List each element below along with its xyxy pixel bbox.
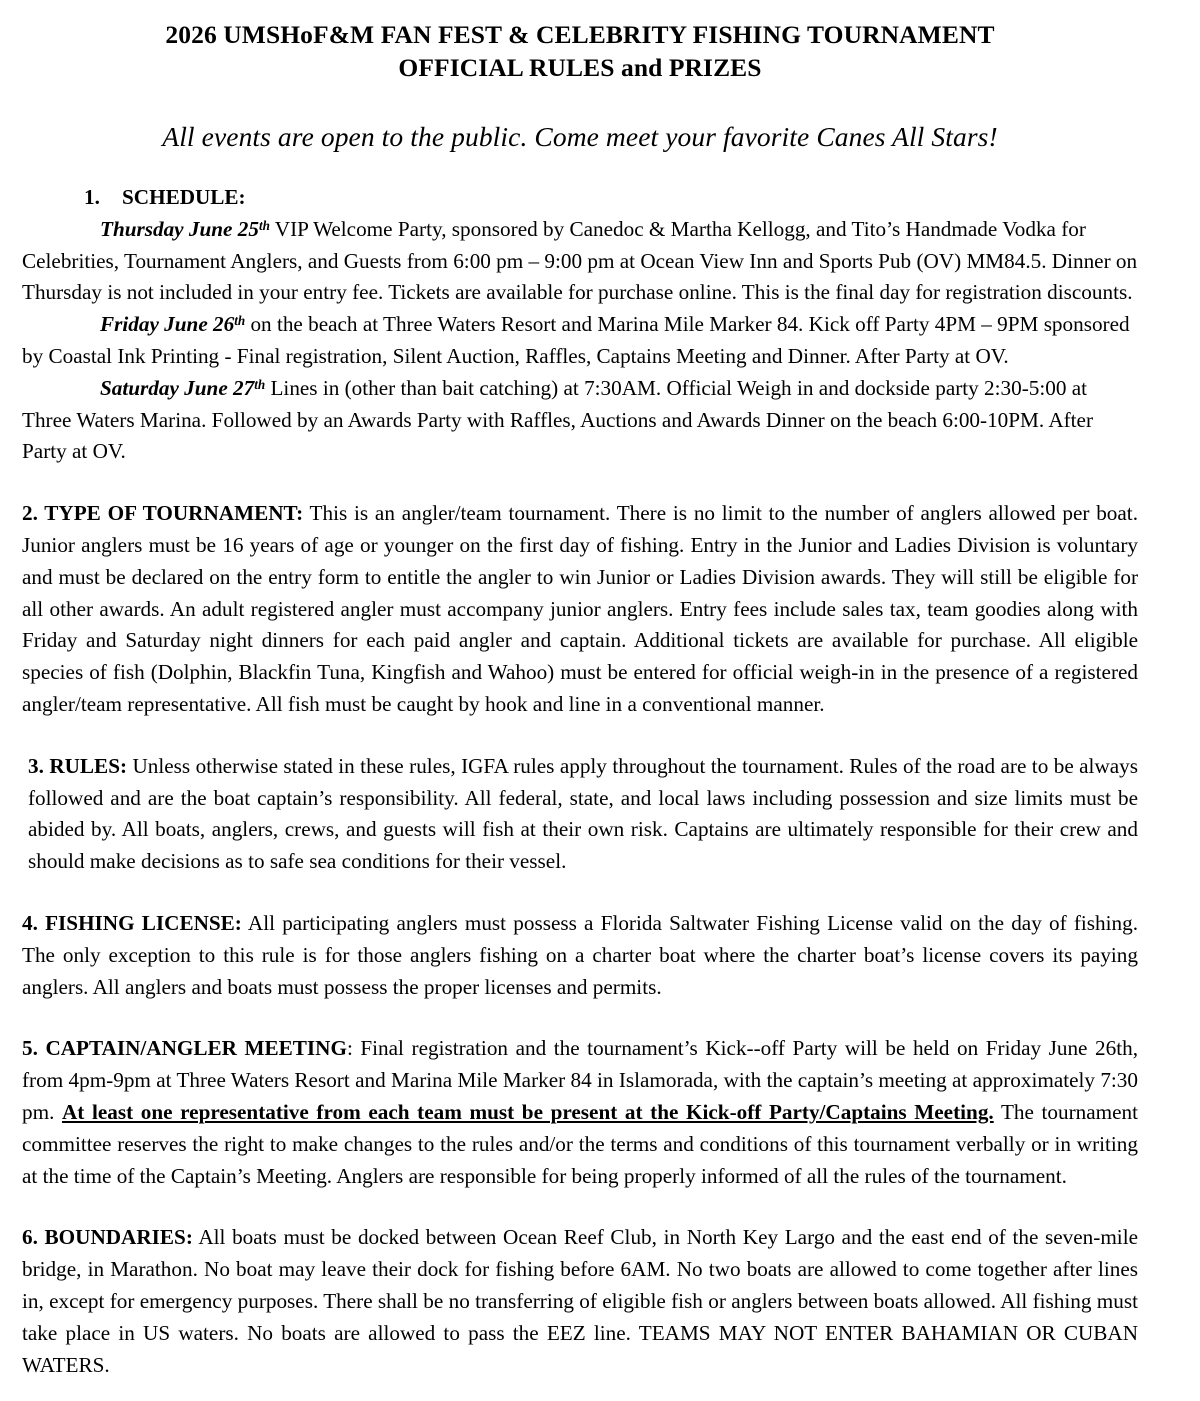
schedule-day-label-thursday (100, 217, 270, 241)
schedule-day-label-saturday (100, 376, 265, 400)
section-captain-angler-meeting (22, 1003, 1138, 1192)
captains-meeting-attendance-requirement: At least one representative from each team must be present at the Kick-off Party/Captains Meeting. (61, 1099, 994, 1124)
schedule-day-text-saturday: Saturday June 27 (100, 375, 255, 400)
schedule-list-number: 1. (84, 185, 100, 209)
schedule-entry-text-saturday: Lines in (other than bait catching) at 7:30AM. Official Weigh in and dockside party 2:30-5:00 at Three Waters Marina. Followed by an Awards Party with Raffles, Auctions and Awards Dinner on the beach 6:00-10PM. After Party at OV. (22, 375, 1094, 464)
schedule-day-ordinal-saturday: th (254, 376, 266, 392)
schedule-day-ordinal-friday: th (234, 313, 246, 329)
schedule-entry-text-thursday: VIP Welcome Party, sponsored by Canedoc & Martha Kellogg, and Tito’s Handmade Vodka for Celebrities, Tournament Anglers, and Guests from 6:00 pm – 9:00 pm at Ocean View Inn and Sports Pub (OV) MM84.5. Dinner on Thursday is not included in your entry fee. Tickets are available for purchase online. This is the final day for registration discounts. (22, 216, 1138, 305)
title-line-primary: 2026 UMSHoF&M FAN FEST & CELEBRITY FISHING TOURNAMENT (165, 20, 995, 49)
schedule-entry-friday (22, 309, 1138, 373)
section-rules-body: Unless otherwise stated in these rules, IGFA rules apply throughout the tournament. Rules of the road are to be always followed and are the boat captain’s responsibility. All federal, state, and local laws including possession and size limits must be abided by. All boats, anglers, crews, and guests will fish at their own risk. Captains are ultimately responsible for their crew and should make decisions as to safe sea conditions for their vessel. (28, 753, 1138, 874)
schedule-day-label-friday (100, 312, 245, 336)
section-rules (22, 721, 1138, 878)
schedule-entry-saturday (22, 373, 1138, 468)
schedule-heading-label: SCHEDULE: (122, 185, 246, 209)
schedule-heading (22, 182, 1138, 214)
section-type-of-tournament-body: This is an angler/team tournament. There is no limit to the number of anglers allowed per boat. Junior anglers must be 16 years of age or younger on the first day of fishing. Entry in the Junior and Ladies Division is voluntary and must be declared on the entry form to entitle the angler to win Junior or Ladies Division awards. They will still be eligible for all other awards. An adult registered angler must accompany junior anglers. Entry fees include sales tax, team goodies along with Friday and Saturday night dinners for each paid angler and captain. Additional tickets are available for purchase. All eligible species of fish (Dolphin, Blackfin Tuna, Kingfish and Wahoo) must be entered for official weigh-in in the presence of a registered angler/team representative. All fish must be caught by hook and line in a conventional manner. (22, 501, 1138, 716)
schedule-entries (22, 214, 1138, 468)
section-fishing-license-body: All participating anglers must possess a Florida Saltwater Fishing License valid on the day of fishing. The only exception to this rule is for those anglers fishing on a charter boat where the charter boat’s license covers its paying anglers. All anglers and boats must possess the proper licenses and permits. (22, 910, 1139, 999)
schedule-entry-thursday (22, 214, 1138, 309)
section-boundaries-body: All boats must be docked between Ocean Reef Club, in North Key Largo and the east end of the seven-mile bridge, in Marathon. No boat may leave their dock for fishing before 6AM. No two boats are allowed to come together after lines in, except for emergency purposes. There shall be no transferring of eligible fish or anglers between boats allowed. All fishing must take place in US waters. No boats are allowed to pass the EEZ line. TEAMS MAY NOT ENTER BAHAMIAN OR CUBAN WATERS. (22, 1225, 1138, 1377)
section-fishing-license-heading: 4. FISHING LICENSE: (22, 910, 242, 935)
section-rules-heading: 3. RULES: (28, 753, 128, 778)
section-captain-angler-meeting-body-before: : Final registration and the tournament’s Kick--off Party will be held on Friday June 26th, from 4pm-9pm at Three Waters Resort and Marina Mile Marker 84 in Islamorada, with the captain’s meeting at approximately 7:30 pm. (22, 1036, 1138, 1124)
section-type-of-tournament (22, 468, 1138, 721)
schedule-entry-text-friday: on the beach at Three Waters Resort and Marina Mile Marker 84. Kick off Party 4PM – 9PM sponsored by Coastal Ink Printing - Final registration, Silent Auction, Raffles, Captains Meeting and Dinner. After Party at OV. (22, 312, 1130, 368)
schedule-day-ordinal-thursday: th (258, 217, 270, 233)
section-type-of-tournament-heading: 2. TYPE OF TOURNAMENT: (22, 501, 304, 526)
section-boundaries (22, 1192, 1138, 1381)
section-fishing-license (22, 878, 1138, 1003)
schedule-day-text-thursday: Thursday June 25 (100, 216, 259, 241)
section-boundaries-heading: 6. BOUNDARIES: (22, 1225, 193, 1250)
page-title (22, 10, 1138, 84)
schedule-day-text-friday: Friday June 26 (100, 312, 235, 337)
page-subtitle: All events are open to the public. Come meet your favorite Canes All Stars! (162, 121, 998, 152)
section-captain-angler-meeting-heading: 5. CAPTAIN/ANGLER MEETING (22, 1036, 347, 1061)
section-schedule (22, 160, 1138, 468)
title-line-secondary: OFFICIAL RULES and PRIZES (398, 53, 762, 82)
section-captain-angler-meeting-body-after: The tournament committee reserves the right to make changes to the rules and/or the terms and conditions of this tournament verbally or in writing at the time of the Captain’s Meeting. Anglers are responsible for being properly informed of all the rules of the tournament. (22, 1099, 1138, 1188)
